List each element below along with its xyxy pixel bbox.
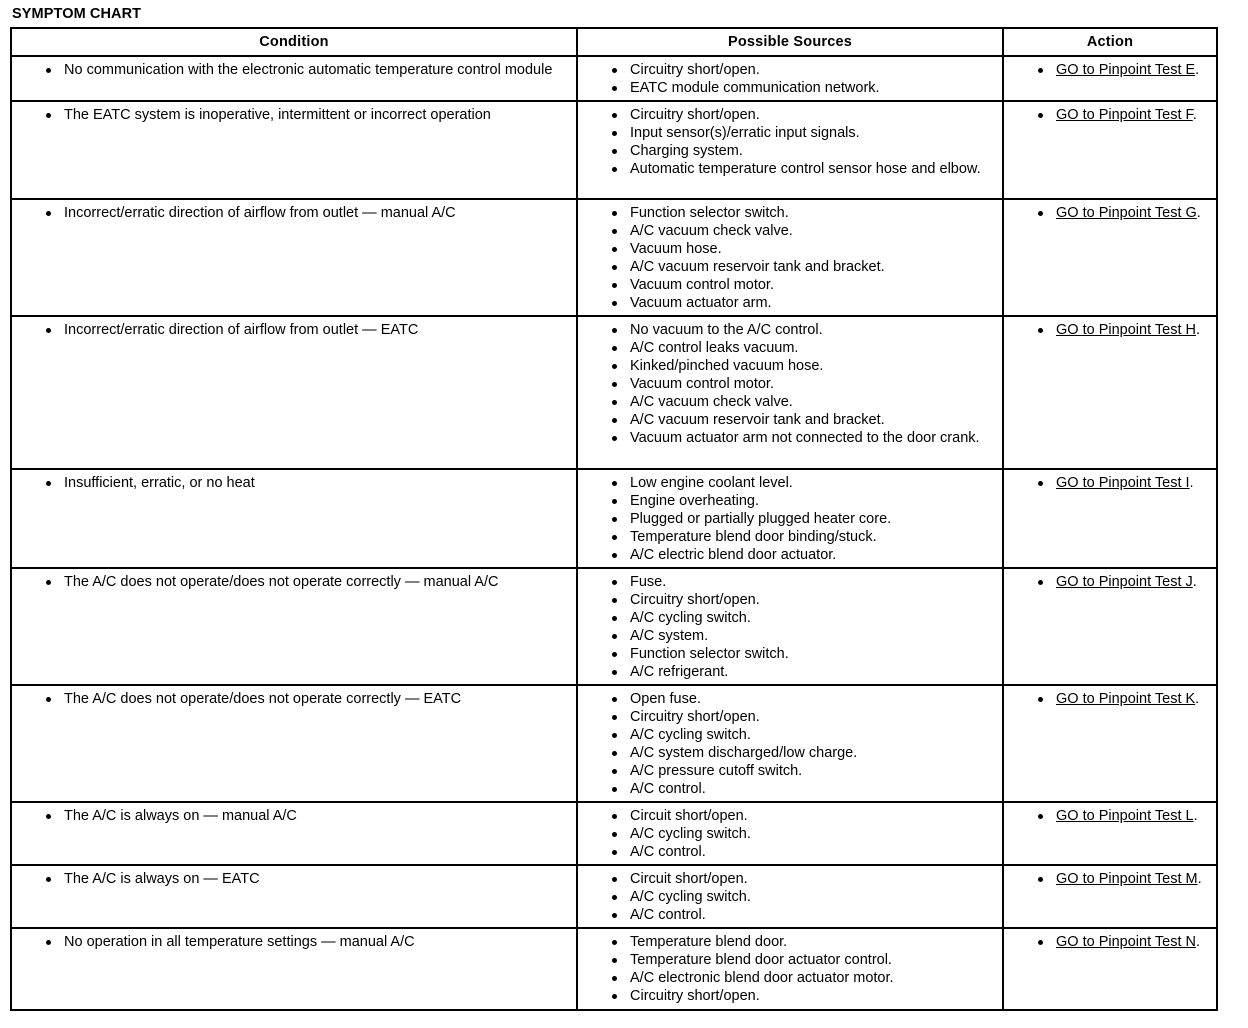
source-item: Function selector switch. [578,204,998,222]
source-item: Low engine coolant level. [578,474,998,492]
possible-sources-cell [577,928,1003,1010]
source-item: Input sensor(s)/erratic input signals. [578,124,998,142]
condition-cell [11,685,577,802]
pinpoint-test-link[interactable]: GO to Pinpoint Test G [1056,205,1197,221]
action-suffix: . [1189,475,1194,491]
source-item: Temperature blend door. [578,933,998,951]
condition-text: The A/C does not operate/does not operate correctly — EATC [12,690,572,708]
source-item: A/C vacuum check valve. [578,393,998,411]
source-item: A/C cycling switch. [578,888,998,906]
source-item: A/C control. [578,780,998,798]
source-item: No vacuum to the A/C control. [578,321,998,339]
source-item: Circuitry short/open. [578,591,998,609]
action-item [1004,690,1212,708]
pinpoint-test-link[interactable]: GO to Pinpoint Test H [1056,322,1196,338]
source-item: Plugged or partially plugged heater core. [578,510,998,528]
source-item: Circuitry short/open. [578,61,998,79]
possible-sources-cell [577,568,1003,685]
source-item: Kinked/pinched vacuum hose. [578,357,998,375]
symptom-chart-table [10,27,1218,1011]
page-title: SYMPTOM CHART [12,6,142,22]
condition-cell [11,199,577,316]
source-item: Circuit short/open. [578,870,998,888]
source-item: Circuitry short/open. [578,106,998,124]
action-cell [1003,802,1217,865]
condition-text: No operation in all temperature settings — manual A/C [12,933,572,951]
action-suffix: . [1192,574,1197,590]
source-item: A/C system discharged/low charge. [578,744,998,762]
source-item: A/C control leaks vacuum. [578,339,998,357]
pinpoint-test-link[interactable]: GO to Pinpoint Test M [1056,871,1198,887]
table-row [11,928,1217,1010]
action-cell [1003,685,1217,802]
source-item: Circuitry short/open. [578,708,998,726]
condition-cell [11,928,577,1010]
table-row [11,469,1217,568]
source-item: Open fuse. [578,690,998,708]
action-suffix: . [1193,808,1198,824]
source-item: A/C vacuum reservoir tank and bracket. [578,411,998,429]
action-header: Action [1003,28,1217,56]
possible-sources-cell [577,101,1003,199]
table-row [11,865,1217,928]
action-item [1004,573,1212,591]
source-item: Vacuum actuator arm. [578,294,998,312]
header-row [11,28,1217,56]
table-row [11,316,1217,469]
action-item [1004,933,1212,951]
action-suffix: . [1195,62,1200,78]
source-item: A/C electronic blend door actuator motor. [578,969,998,987]
source-item: A/C pressure cutoff switch. [578,762,998,780]
condition-text: The EATC system is inoperative, intermittent or incorrect operation [12,106,572,124]
pinpoint-test-link[interactable]: GO to Pinpoint Test E [1056,62,1196,78]
condition-text: The A/C is always on — EATC [12,870,572,888]
source-item: A/C cycling switch. [578,825,998,843]
possible-sources-cell [577,865,1003,928]
source-item: Fuse. [578,573,998,591]
table-row [11,101,1217,199]
source-item: A/C electric blend door actuator. [578,546,998,564]
pinpoint-test-link[interactable]: GO to Pinpoint Test L [1056,808,1194,824]
source-item: A/C vacuum check valve. [578,222,998,240]
action-suffix: . [1192,107,1197,123]
source-item: Charging system. [578,142,998,160]
pinpoint-test-link[interactable]: GO to Pinpoint Test I [1056,475,1190,491]
condition-cell [11,802,577,865]
source-item: Vacuum control motor. [578,375,998,393]
possible-sources-cell [577,685,1003,802]
condition-cell [11,469,577,568]
condition-text: The A/C is always on — manual A/C [12,807,572,825]
action-suffix: . [1195,322,1200,338]
action-cell [1003,101,1217,199]
source-item: A/C system. [578,627,998,645]
possible-sources-cell [577,802,1003,865]
action-item [1004,61,1212,79]
possible-sources-cell [577,199,1003,316]
action-suffix: . [1195,691,1200,707]
possible-sources-cell [577,316,1003,469]
action-cell [1003,199,1217,316]
source-item: Temperature blend door binding/stuck. [578,528,998,546]
source-item: EATC module communication network. [578,79,998,97]
condition-text: The A/C does not operate/does not operate correctly — manual A/C [12,573,572,591]
source-item: Circuitry short/open. [578,987,998,1005]
condition-cell [11,101,577,199]
condition-cell [11,316,577,469]
pinpoint-test-link[interactable]: GO to Pinpoint Test F [1056,107,1193,123]
table-row [11,568,1217,685]
action-suffix: . [1196,205,1201,221]
possible-sources-cell [577,56,1003,101]
condition-text: Insufficient, erratic, or no heat [12,474,572,492]
table-row [11,802,1217,865]
source-item: Vacuum control motor. [578,276,998,294]
possible-sources-cell [577,469,1003,568]
source-item: Temperature blend door actuator control. [578,951,998,969]
action-cell [1003,928,1217,1010]
table-row [11,685,1217,802]
pinpoint-test-link[interactable]: GO to Pinpoint Test K [1056,691,1196,707]
pinpoint-test-link[interactable]: GO to Pinpoint Test J [1056,574,1193,590]
action-item [1004,106,1212,124]
condition-cell [11,56,577,101]
condition-text: Incorrect/erratic direction of airflow from outlet — EATC [12,321,572,339]
action-cell [1003,316,1217,469]
action-suffix: . [1195,934,1200,950]
chart-body [11,56,1217,1010]
action-item [1004,204,1212,222]
condition-text: No communication with the electronic automatic temperature control module [12,61,572,79]
source-item: A/C control. [578,843,998,861]
action-cell [1003,865,1217,928]
source-item: Automatic temperature control sensor hose and elbow. [578,160,998,178]
table-row [11,56,1217,101]
possible-sources-header: Possible Sources [577,28,1003,56]
action-cell [1003,568,1217,685]
source-item: A/C vacuum reservoir tank and bracket. [578,258,998,276]
source-item: Function selector switch. [578,645,998,663]
source-item: Circuit short/open. [578,807,998,825]
source-item: Engine overheating. [578,492,998,510]
source-item: Vacuum actuator arm not connected to the door crank. [578,429,998,447]
source-item: A/C cycling switch. [578,726,998,744]
source-item: Vacuum hose. [578,240,998,258]
source-item: A/C control. [578,906,998,924]
action-cell [1003,56,1217,101]
pinpoint-test-link[interactable]: GO to Pinpoint Test N [1056,934,1196,950]
action-item [1004,870,1212,888]
action-suffix: . [1197,871,1202,887]
source-item: A/C refrigerant. [578,663,998,681]
table-row [11,199,1217,316]
source-item: A/C cycling switch. [578,609,998,627]
action-item [1004,321,1212,339]
action-cell [1003,469,1217,568]
action-item [1004,807,1212,825]
action-item [1004,474,1212,492]
condition-cell [11,568,577,685]
condition-cell [11,865,577,928]
condition-text: Incorrect/erratic direction of airflow from outlet — manual A/C [12,204,572,222]
condition-header: Condition [11,28,577,56]
